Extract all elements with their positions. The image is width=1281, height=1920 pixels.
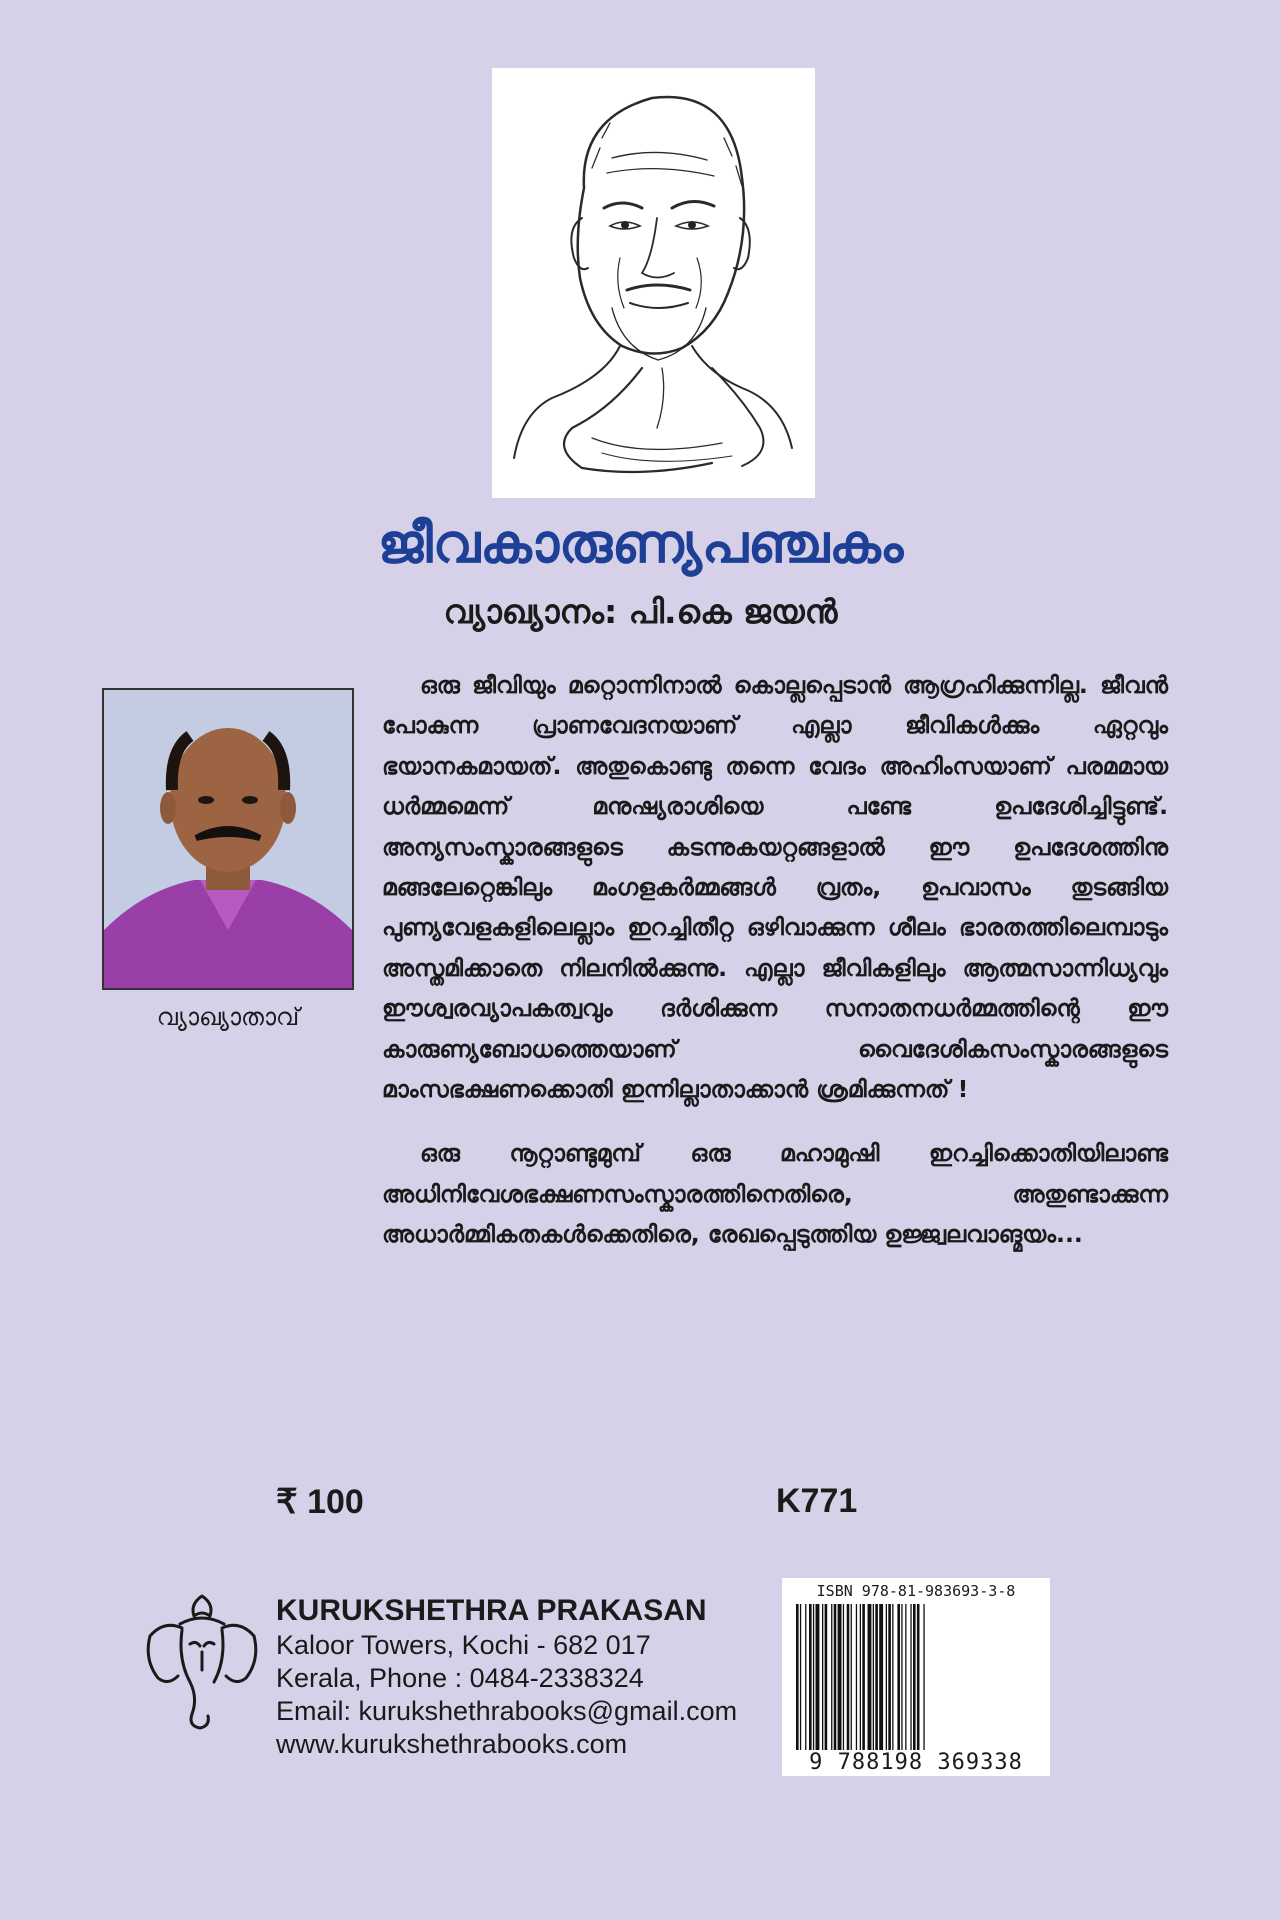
book-subtitle: വ്യാഖ്യാനം: പി.കെ ജയൻ bbox=[443, 592, 838, 631]
portrait-sketch-illustration bbox=[492, 68, 815, 498]
publisher-website: www.kurukshethrabooks.com bbox=[276, 1729, 628, 1759]
price-label: ₹ 100 bbox=[276, 1483, 364, 1521]
author-caption: വ്യാഖ്യാതാവ് bbox=[156, 1003, 300, 1031]
blurb-paragraph-1: ഒരു ജീവിയും മറ്റൊന്നിനാൽ കൊല്ലപ്പെടാൻ ആഗ്രഹിക്കുന്നില്ല. ജീവൻ പോകുന്ന പ്രാണവേദനയാണ് എല്ലാ ജീവികൾക്കും ഏറ്റവും ഭയാനകമായത്. അതുകൊണ്ടു തന്നെ വേദം അഹിംസയാണ് പരമമായ ധർമ്മമെന്ന് മനുഷ്യരാശിയെ പണ്ടേ ഉപദേശിച്ചിട്ടുണ്ട്. അന്യസംസ്കാരങ്ങളുടെ കടന്നുകയറ്റങ്ങളാൽ ഈ ഉപദേശത്തിനു മങ്ങലേറ്റെങ്കിലും മംഗളകർമ്മങ്ങൾ വ്രതം, ഉപവാസം തുടങ്ങിയ പുണ്യവേളകളിലെല്ലാം ഇറച്ചിതീറ്റ ഒഴിവാക്കുന്ന ശീലം ഭാരതത്തിലെമ്പാടും അസ്തമിക്കാതെ നിലനിൽക്കുന്നു. എല്ലാ ജീവികളിലും ആത്മസാന്നിധ്യവും ഈശ്വരവ്യാപകത്വവും ദർശിക്കുന്ന സനാതനധർമ്മത്തിന്റെ ഈ കാരുണ്യബോധത്തെയാണ് വൈദേശികസംസ്കാരങ്ങളുടെ മാംസഭക്ഷണക്കൊതി ഇന്നില്ലാതാക്കാൻ ശ്രമിക്കുന്നത് ! bbox=[382, 671, 1168, 1104]
publisher-address-line-2: Kerala, Phone : 0484-2338324 bbox=[276, 1663, 644, 1693]
guru-portrait-sketch bbox=[492, 68, 815, 498]
barcode-bars bbox=[796, 1604, 1036, 1750]
author-photo bbox=[102, 688, 354, 990]
isbn-barcode bbox=[782, 1578, 1050, 1776]
publisher-address-line-1: Kaloor Towers, Kochi - 682 017 bbox=[276, 1630, 651, 1660]
isbn-label: ISBN 978-81-983693-3-8 bbox=[816, 1582, 1016, 1600]
book-code: K771 bbox=[776, 1482, 858, 1520]
book-title: ജീവകാരുണ്യപഞ്ചകം bbox=[377, 512, 904, 575]
blurb-paragraph-2: ഒരു നൂറ്റാണ്ടുമുമ്പ് ഒരു മഹാമുഷി ഇറച്ചിക്കൊതിയിലാണ്ട അധിനിവേശഭക്ഷണസംസ്കാരത്തിനെതിരെ, അതുണ്ടാക്കുന്ന അധാർമ്മികതകൾക്കെതിരെ, രേഖപ്പെടുത്തിയ ഉജ്ജ്വലവാങ്മയം... bbox=[382, 1139, 1168, 1249]
publisher-email: Email: kurukshethrabooks@gmail.com bbox=[276, 1696, 738, 1726]
publisher-name: KURUKSHETHRA PRAKASAN bbox=[276, 1594, 707, 1627]
author-photo-illustration bbox=[104, 690, 352, 988]
barcode-number: 9 788198 369338 bbox=[809, 1750, 1023, 1775]
back-cover-blurb bbox=[382, 665, 1168, 1279]
ganesha-logo-icon bbox=[142, 1590, 262, 1732]
